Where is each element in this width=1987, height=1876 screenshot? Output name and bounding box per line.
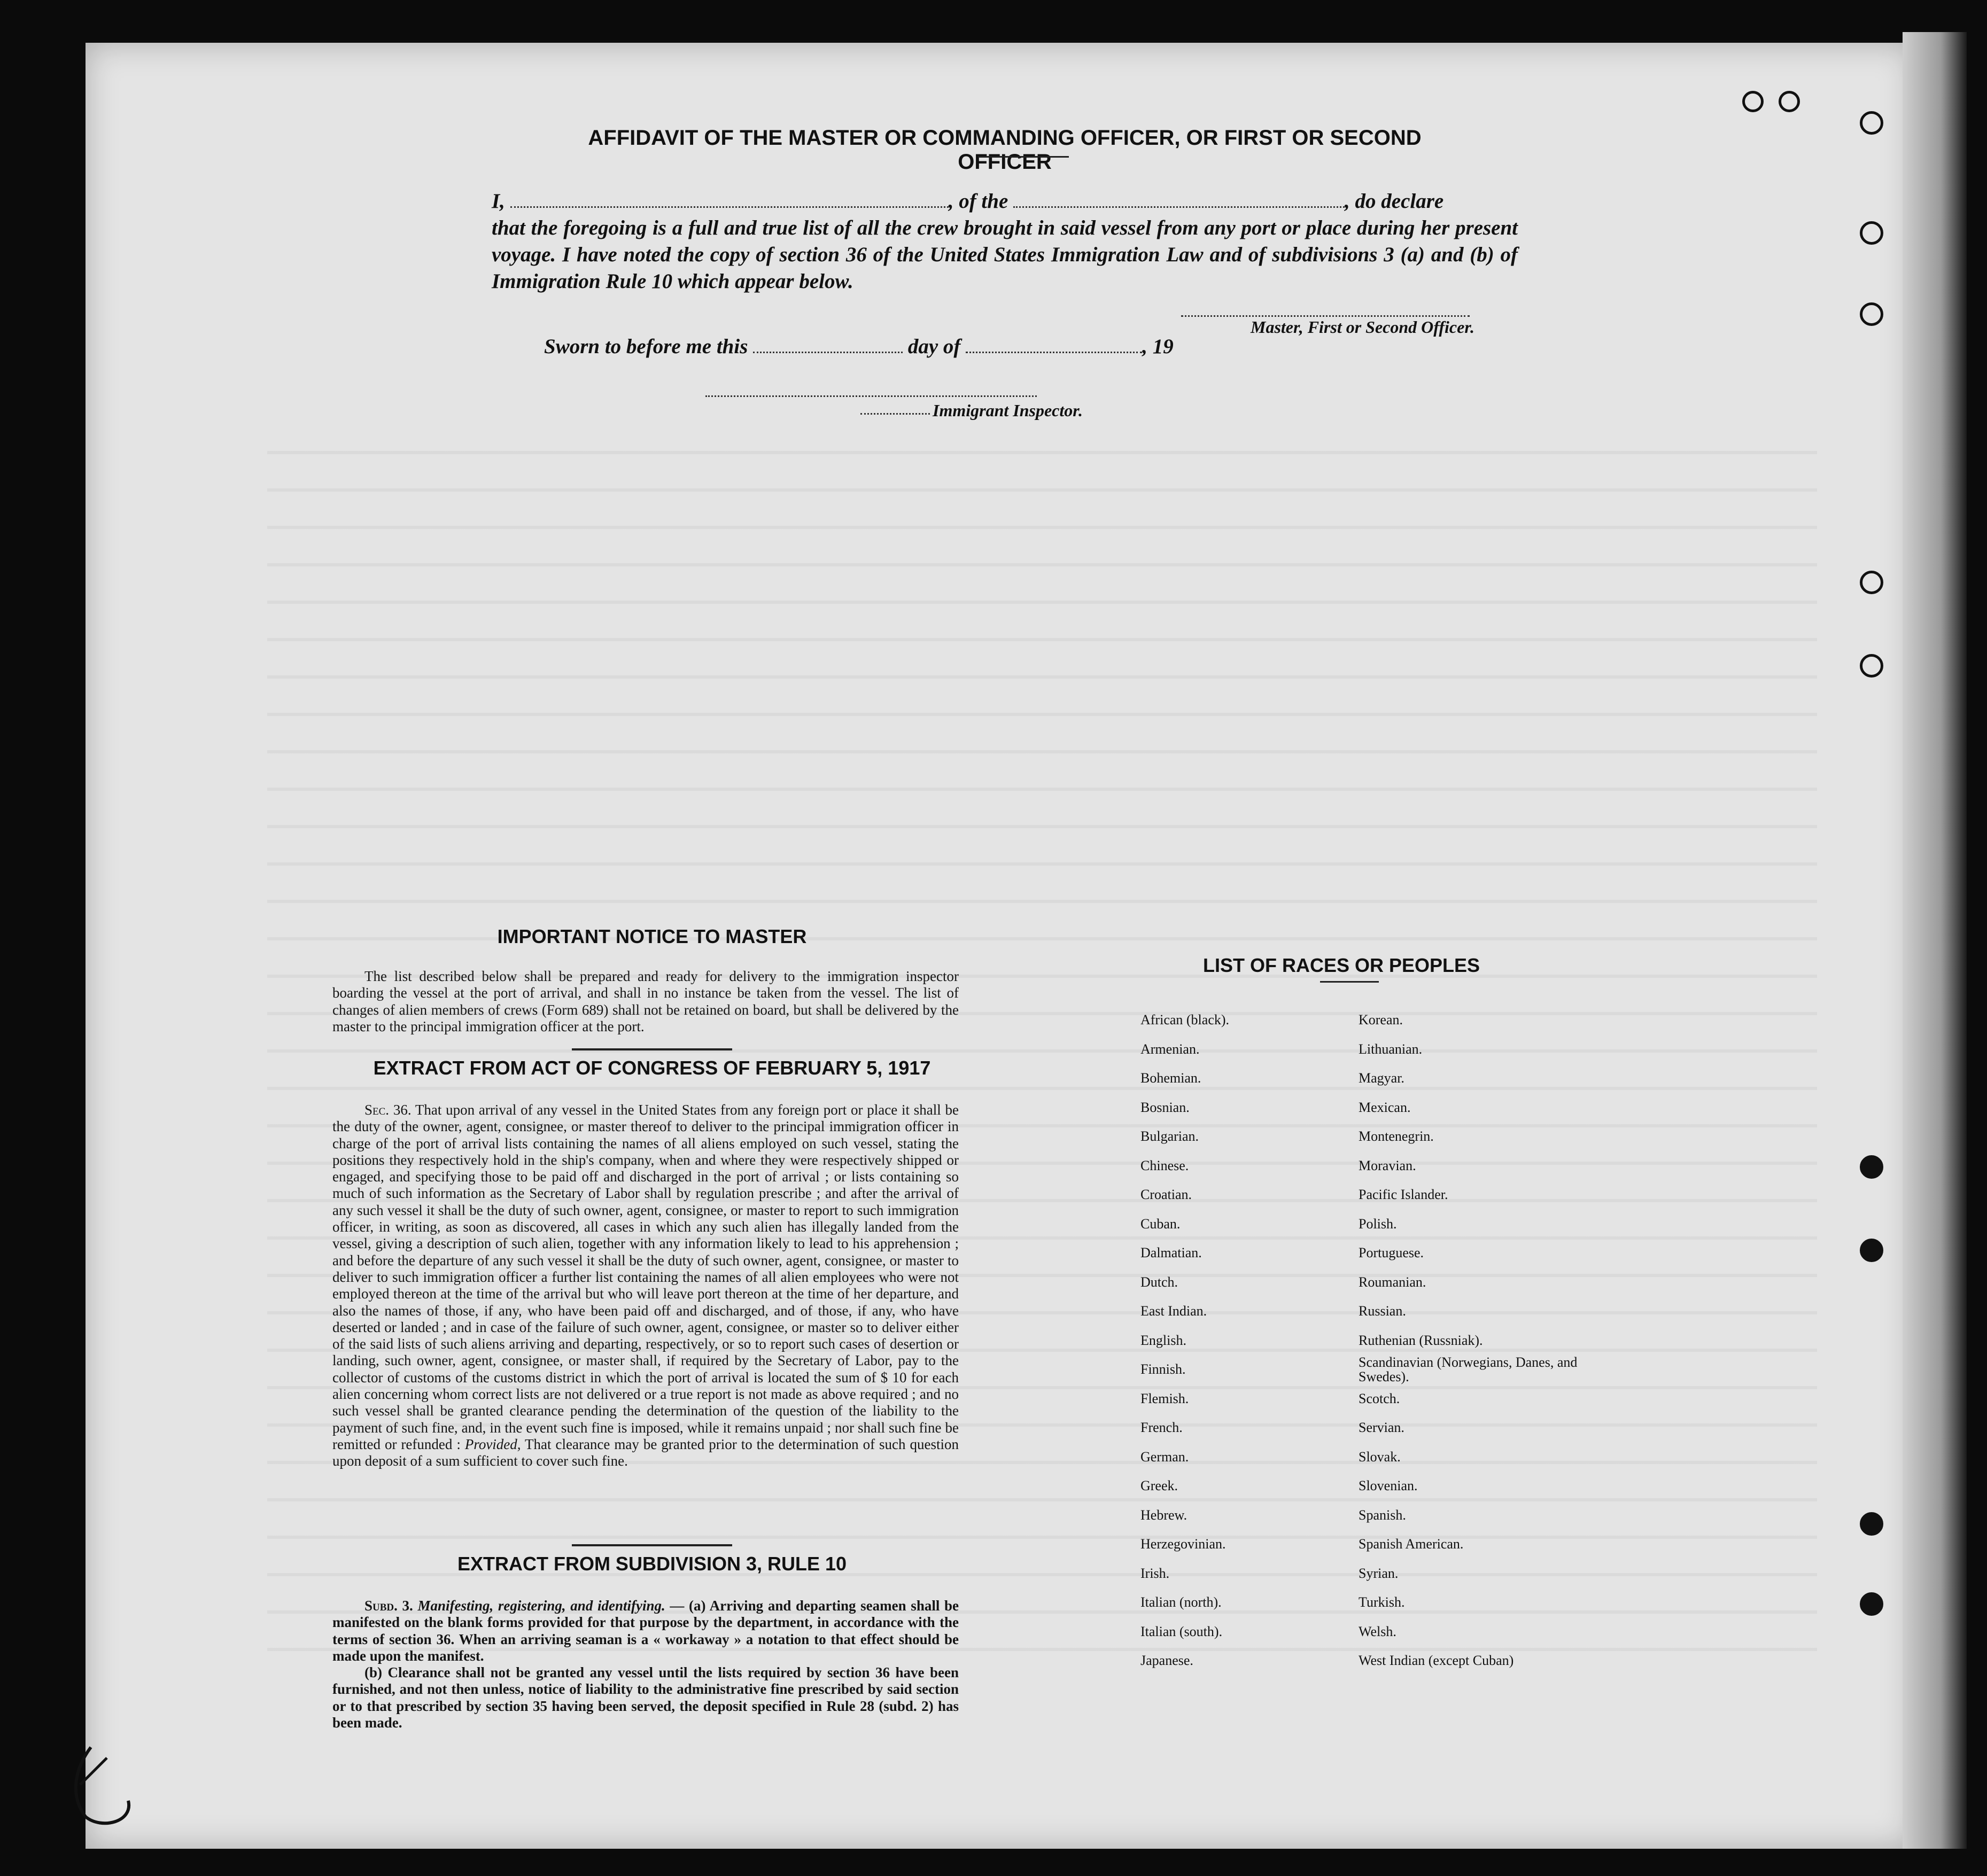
race-item: Bulgarian. bbox=[1140, 1128, 1199, 1144]
subd-label: Subd. 3. bbox=[364, 1598, 413, 1614]
sworn-prefix: Sworn to before me this bbox=[544, 335, 748, 358]
inspector-signature-line-2[interactable] bbox=[860, 413, 930, 415]
race-item: Slovenian. bbox=[1359, 1478, 1418, 1493]
race-item: Chinese. bbox=[1140, 1157, 1189, 1173]
race-item: Scotch. bbox=[1359, 1390, 1400, 1406]
race-item: Herzegovinian. bbox=[1140, 1536, 1226, 1552]
master-signature-line[interactable] bbox=[1181, 315, 1470, 317]
act-rule bbox=[572, 1544, 732, 1546]
notice-text: The list described below shall be prepared and ready for delivery to the immigration inspector boarding the vessel at the port of arrival, and shall in no instance be taken from the vessel. The list of changes of alien members of crews (Form 689) shall not be retained on board, but shall be delivered by the master to the principal immigration officer at the port. bbox=[332, 968, 959, 1034]
race-item: Armenian. bbox=[1140, 1041, 1200, 1057]
affidavit-of-the: , of the bbox=[948, 190, 1008, 213]
act-body: That upon arrival of any vessel in the United States from any foreign port or place it shall be the duty of the owner, agent, consignee, or master thereof to deliver to the principal immigration officer in charge of the port of arrival lists containing the names of all aliens employed on such vessel, stating the positions they respectively hold in the ship's company, when and where they were respectively shipped or engaged, and specifying those to be paid off and discharged in the port of arrival ; or lists containing so much of such information as the Secretary of Labor shall by regulation prescribe ; and after the arrival of any such vessel it shall be the duty of such owner, agent, consignee, or master to report to such immigration officer, in writing, as soon as discovered, all cases in which any such alien has illegally landed from the vessel, giving a description of such alien, together with any information likely to lead to his apprehension ; and before the departure of any such vessel it shall be the duty of such owner, agent, consignee, or master to deliver to such immigration officer a further list containing the names of all alien employees who were not employed thereon at the time of the arrival but who will leave port thereon at the time of her departure, and also the names of those, if any, who have been paid off and discharged, and of those, if any, who have deserted or landed ; and in case of the failure of such owner, agent, consignee, or master so to deliver either of the said lists of such aliens arriving and departing, respectively, or so to report such cases of desertion or landing, such owner, agent, consignee, or master shall, if required by the Secretary of Labor, pay to the collector of customs of the customs district in which the port of arrival is located the sum of $ 10 for each alien concerning whom correct lists are not delivered or a true report is not made as above required ; and no such vessel shall be granted clearance pending the determination of the question of the liability to the payment of such fine, and, in the event such fine is imposed, while it remains unpaid ; nor shall such fine be remitted or refunded : bbox=[332, 1102, 959, 1452]
race-item: Greek. bbox=[1140, 1478, 1178, 1493]
race-item: Hebrew. bbox=[1140, 1507, 1187, 1523]
race-item: Cuban. bbox=[1140, 1216, 1181, 1232]
race-item: Korean. bbox=[1359, 1012, 1403, 1027]
race-item: Bosnian. bbox=[1140, 1099, 1190, 1115]
punch-hole bbox=[1860, 1239, 1883, 1262]
race-item: Flemish. bbox=[1140, 1390, 1189, 1406]
race-item: Ruthenian (Russniak). bbox=[1359, 1332, 1483, 1348]
subd-heading: Manifesting, registering, and identifying. bbox=[417, 1598, 665, 1614]
affidavit-text: that the foregoing is a full and true list of all the crew brought in said vessel from any port or place during her present voyage. I have noted the copy of section 36 of the United States Immigration Law and of subdivisions 3 (a) and (b) of Immigration Rule 10 which appear below. bbox=[492, 216, 1518, 293]
race-item: Slovak. bbox=[1359, 1449, 1401, 1465]
race-item: Dalmatian. bbox=[1140, 1245, 1202, 1260]
punch-hole bbox=[1742, 91, 1764, 112]
sworn-day-label: day of bbox=[907, 335, 961, 358]
rule10-text bbox=[332, 1598, 959, 1731]
race-item: Servian. bbox=[1359, 1420, 1404, 1435]
punch-hole bbox=[1860, 1512, 1883, 1536]
race-item: Japanese. bbox=[1140, 1653, 1193, 1668]
affidavit-i: I, bbox=[492, 190, 505, 213]
race-item: Mexican. bbox=[1359, 1099, 1411, 1115]
punch-hole bbox=[1860, 111, 1883, 135]
affidavit-title: AFFIDAVIT OF THE MASTER OR COMMANDING OFFICER, OR FIRST OR SECOND OFFICER bbox=[588, 126, 1422, 174]
race-item: Finnish. bbox=[1140, 1361, 1186, 1377]
sworn-month-field[interactable] bbox=[966, 336, 1142, 353]
sworn-day-field[interactable] bbox=[753, 336, 903, 353]
race-item: Montenegrin. bbox=[1359, 1128, 1434, 1144]
race-item: French. bbox=[1140, 1420, 1183, 1435]
notice-rule bbox=[572, 1048, 732, 1050]
race-item: Turkish. bbox=[1359, 1594, 1405, 1610]
race-item: Moravian. bbox=[1359, 1157, 1416, 1173]
race-item: Spanish. bbox=[1359, 1507, 1406, 1523]
act-title: EXTRACT FROM ACT OF CONGRESS OF FEBRUARY 5, 1917 bbox=[373, 1057, 931, 1079]
race-item: Italian (north). bbox=[1140, 1594, 1222, 1610]
act-text bbox=[332, 1102, 959, 1470]
punch-hole bbox=[1860, 221, 1883, 245]
handwritten-mark bbox=[69, 1737, 144, 1833]
race-item: East Indian. bbox=[1140, 1303, 1207, 1319]
race-item: English. bbox=[1140, 1332, 1186, 1348]
race-item: Russian. bbox=[1359, 1303, 1406, 1319]
race-item: Italian (south). bbox=[1140, 1623, 1223, 1639]
punch-hole bbox=[1779, 91, 1800, 112]
race-item: Irish. bbox=[1140, 1565, 1170, 1581]
act-body-end: That clearance may be granted prior to the determination of such question upon deposit of a sum sufficient to cover such fine. bbox=[332, 1436, 959, 1469]
race-item: Lithuanian. bbox=[1359, 1041, 1423, 1057]
notice-title: IMPORTANT NOTICE TO MASTER bbox=[497, 925, 807, 947]
race-item: Polish. bbox=[1359, 1216, 1397, 1232]
race-item: Bohemian. bbox=[1140, 1070, 1201, 1086]
race-item: Portuguese. bbox=[1359, 1245, 1424, 1260]
races-right-column bbox=[1359, 1006, 1594, 1676]
title-underline bbox=[978, 156, 1069, 158]
race-item: Scandinavian (Norwegians, Danes, and Swedes). bbox=[1359, 1355, 1578, 1384]
affidavit-body bbox=[492, 188, 1518, 295]
punch-hole bbox=[1860, 571, 1883, 594]
race-item: Croatian. bbox=[1140, 1187, 1192, 1202]
vessel-field[interactable] bbox=[1013, 190, 1345, 208]
rule10-title: EXTRACT FROM SUBDIVISION 3, RULE 10 bbox=[457, 1553, 847, 1575]
race-item: German. bbox=[1140, 1449, 1189, 1465]
races-title: LIST OF RACES OR PEOPLES bbox=[1202, 954, 1480, 976]
race-item: Pacific Islander. bbox=[1359, 1187, 1448, 1202]
affidavit-declare: , do declare bbox=[1345, 190, 1444, 213]
para-b: (b) Clearance shall not be granted any vessel until the lists required by section 36 have been furnished, and not then unless, notice of liability to the administrative fine prescribed by said section or to that prescribed by section 35 having been served, the deposit specified in Rule 28 (subd. 2) has been made. bbox=[332, 1664, 959, 1731]
inspector-signature-line[interactable] bbox=[705, 395, 1037, 397]
race-item: Magyar. bbox=[1359, 1070, 1404, 1086]
race-item: Dutch. bbox=[1140, 1274, 1178, 1290]
race-item: Roumanian. bbox=[1359, 1274, 1426, 1290]
race-item: Syrian. bbox=[1359, 1565, 1399, 1581]
master-label: Master, First or Second Officer. bbox=[1251, 317, 1474, 337]
punch-hole bbox=[1860, 1155, 1883, 1179]
race-item: West Indian (except Cuban) bbox=[1359, 1653, 1514, 1668]
punch-hole bbox=[1860, 654, 1883, 678]
inspector-label: Immigrant Inspector. bbox=[933, 401, 1083, 420]
race-item: Spanish American. bbox=[1359, 1536, 1464, 1552]
races-underline bbox=[1320, 981, 1379, 983]
para-a: — (a) Arriving and departing seamen shall be manifested on the blank forms provided for that purpose by the department, in accordance with the terms of section 36. When an arriving seaman is a « workaway » a notation to that effect should be made upon the manifest. bbox=[332, 1598, 959, 1664]
punch-hole bbox=[1860, 302, 1883, 326]
provided-label: Provided, bbox=[464, 1436, 521, 1452]
affidavit-line-1 bbox=[492, 188, 1518, 215]
race-item: African (black). bbox=[1140, 1012, 1230, 1027]
race-item: Welsh. bbox=[1359, 1623, 1396, 1639]
sworn-line bbox=[544, 334, 1174, 359]
races-left-column bbox=[1140, 1006, 1229, 1676]
page-edge bbox=[1903, 32, 1967, 1849]
punch-hole bbox=[1860, 1592, 1883, 1616]
name-field[interactable] bbox=[510, 190, 949, 208]
sworn-year: , 19 bbox=[1142, 335, 1174, 358]
sec-label: Sec. 36. bbox=[364, 1102, 412, 1118]
